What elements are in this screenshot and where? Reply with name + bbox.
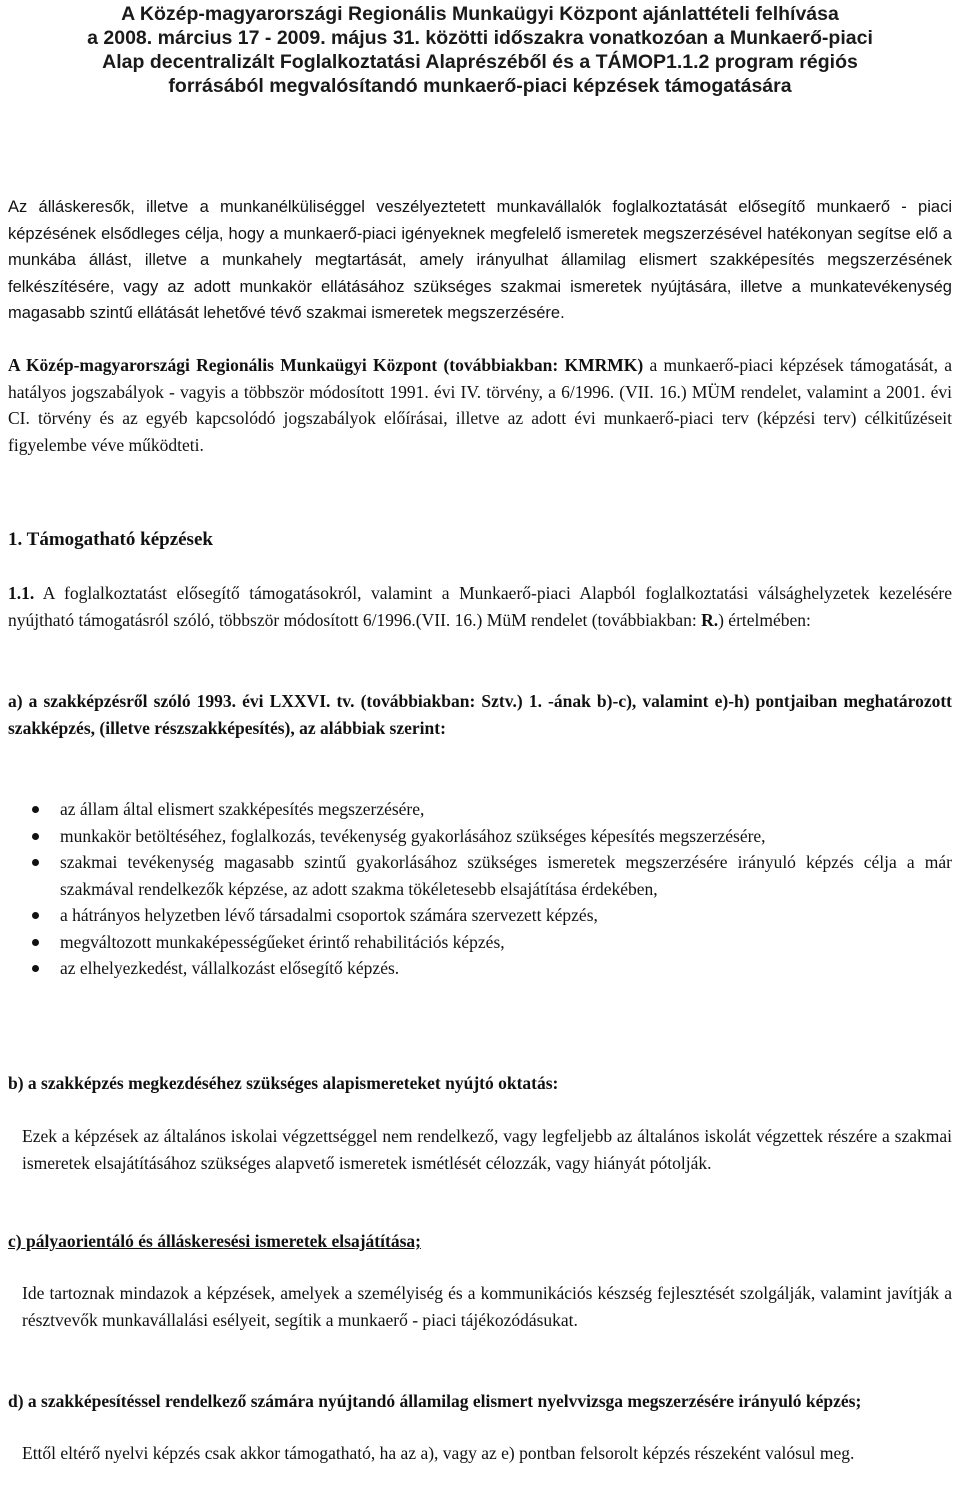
kmrmk-paragraph — [8, 352, 952, 458]
item-c-heading: c) pályaorientáló és álláskeresési ismeretek elsajátítása; — [8, 1231, 421, 1251]
title-line-3: Alap decentralizált Foglalkoztatási Alaprészéből és a TÁMOP1.1.2 program régiós — [102, 51, 858, 73]
list-item-text: az állam által elismert szakképesítés megszerzésére, — [60, 799, 425, 819]
list-item — [8, 796, 952, 823]
item-d-text: Ettől eltérő nyelvi képzés csak akkor támogatható, ha az a), vagy az e) pontban felsorolt képzés részeként valósul meg. — [22, 1443, 855, 1463]
bullet-icon — [32, 912, 39, 919]
bullet-icon — [32, 939, 39, 946]
section-1-1-number: 1.1. — [8, 583, 35, 603]
list-item-text: a hátrányos helyzetben lévő társadalmi csoportok számára szervezett képzés, — [60, 905, 598, 925]
item-b-text: Ezek a képzések az általános iskolai végzettséggel nem rendelkező, vagy legfeljebb az általános iskolát végzettek részére a szakmai ismeretek elsajátításához szükséges alapvető ismeretek ismétlését célozzák, vagy hiányát pótolják. — [22, 1126, 952, 1173]
item-b-heading: b) a szakképzés megkezdéséhez szükséges alapismereteket nyújtó oktatás: — [8, 1073, 559, 1093]
regulation-abbreviation: R. — [701, 609, 719, 630]
list-item — [8, 955, 952, 982]
list-item — [8, 823, 952, 850]
title-line-4: forrásából megvalósítandó munkaerő-piaci képzések támogatására — [168, 75, 792, 97]
section-1-heading: 1. Támogatható képzések — [8, 529, 213, 550]
list-item-text: megváltozott munkaképességűeket érintő rehabilitációs képzés, — [60, 931, 505, 952]
title-line-2: a 2008. március 17 - 2009. május 31. közötti időszakra vonatkozóan a Munkaerő-piaci — [87, 27, 873, 49]
title-line-1: A Közép-magyarországi Regionális Munkaügyi Központ ajánlattételi felhívása — [121, 3, 839, 25]
list-item-text: az elhelyezkedést, vállalkozást elősegítő képzés. — [60, 958, 400, 978]
list-item-text: szakmai tevékenység magasabb szintű gyakorlásához szükséges ismeretek megszerzésére irányuló képzés célja a már szakmával rendelkezők képzése, az adott szakma tökéletesebb elsajátítása érdekében, — [60, 852, 952, 899]
list-item — [8, 902, 952, 929]
section-1-1-end: ) értelmében: — [718, 609, 811, 630]
kmrmk-name: A Közép-magyarországi Regionális Munkaügyi Központ (továbbiakban: KMRMK) — [8, 355, 644, 375]
kmrmk-paragraph-text: a munkaerő-piaci képzések támogatását, a hatályos jogszabályok - vagyis a többször módosított 1991. évi IV. törvény, a 6/1996. (VII. 16.) MÜM rendelet, valamint a 2001. évi CI. törvény és az egyéb kapcsolódó jogszabályok előírásai, illetve az adott évi munkaerő-piaci terv (képzési terv) célkitűzéseit figyelembe véve működteti. — [8, 355, 952, 455]
document-title — [0, 2, 960, 98]
intro-paragraph: Az álláskeresők, illetve a munkanélküliséggel veszélyeztetett munkavállalók foglalkoztatását elősegítő munkaerő - piaci képzésének elsődleges célja, hogy a munkaerő-piaci igényeknek megfelelő ismeretek megszerzésével hatékonyan segítse elő a munkába állást, illetve a munkahely megtartását, amely irányulhat államilag elismert szakképesítés megszerzésének felkészítésére, vagy az adott munkakör ellátásához szükséges szakmai ismeretek nyújtására, illetve a munkatevékenység magasabb szintű ellátását lehetővé tévő szakmai ismeretek megszerzésére. — [8, 198, 952, 322]
section-1-1-paragraph — [8, 580, 952, 633]
item-c-text: Ide tartoznak mindazok a képzések, amelyek a személyiség és a kommunikációs készség fejlesztését szolgálják, valamint javítják a résztvevők munkavállalási esélyeit, segítik a munkaerő - piaci tájékozódásukat. — [22, 1283, 952, 1330]
list-item — [8, 849, 952, 902]
bullet-icon — [32, 965, 39, 972]
item-a-heading: a) a szakképzésről szóló 1993. évi LXXVI. tv. (továbbiakban: Sztv.) 1. -ának b)-c), valamint e)-h) pontjaiban meghatározott szakképzés, (illetve részszakképesítés), az alábbiak szerint: — [8, 691, 952, 738]
item-d-heading: d) a szakképesítéssel rendelkező számára nyújtandó államilag elismert nyelvvizsga megszerzésére irányuló képzés; — [8, 1391, 862, 1411]
item-a-bullet-list — [8, 796, 952, 982]
bullet-icon — [32, 859, 39, 866]
bullet-icon — [32, 833, 39, 840]
list-item — [8, 929, 952, 956]
list-item-text: munkakör betöltéséhez, foglalkozás, tevékenység gyakorlásához szükséges képesítés megszerzésére, — [60, 825, 766, 846]
bullet-icon — [32, 806, 39, 813]
section-1-1-text: A foglalkoztatást elősegítő támogatásokról, valamint a Munkaerő-piaci Alapból foglalkoztatási válsághelyzetek kezelésére nyújtható támogatásról szóló, többször módosított 6/1996.(VII. 16.) MüM rendelet (továbbiakban: — [8, 583, 952, 630]
